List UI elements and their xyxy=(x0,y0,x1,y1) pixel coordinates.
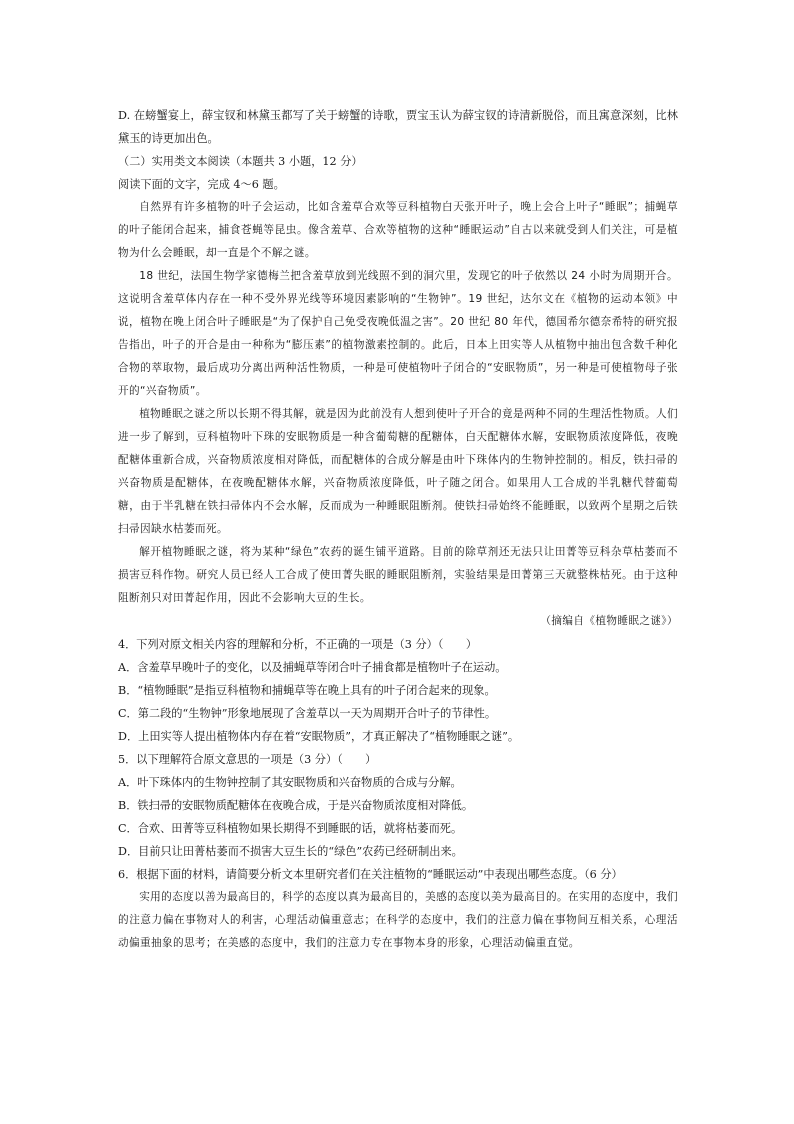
passage-paragraph-1: 自然界有许多植物的叶子会运动，比如含羞草合欢等豆科植物白天张开叶子，晚上会合上叶子“睡眠”；捕蝇草的叶子能闭合起来，捕食苍蝇等昆虫。像含羞草、合欢等植物的这种“睡眠运动”自古以来就受到人们关注，可是植物为什么会睡眠，却一直是个不解之谜。 xyxy=(118,201,678,259)
previous-option-d: D. 在螃蟹宴上，薛宝钗和林黛玉都写了关于螃蟹的诗歌，贾宝玉认为薛宝钗的诗清新脱俗，而且寓意深刻，比林黛玉的诗更加出色。 xyxy=(118,109,678,145)
question-6-material: 实用的态度以善为最高目的，科学的态度以真为最高目的，美感的态度以美为最高目的。在实用的态度中，我们的注意力偏在事物对人的利害，心理活动偏重意志；在科学的态度中，我们的注意力偏在事物间互相关系，心理活动偏重抽象的思考；在美感的态度中，我们的注意力专在事物本身的形象，心理活动偏重直觉。 xyxy=(118,891,678,949)
passage-paragraph-2: 18 世纪，法国生物学家德梅兰把含羞草放到光线照不到的洞穴里，发现它的叶子依然以 24 小时为周期开合。这说明含羞草体内存在一种不受外界光线等环境因素影响的“生物钟”。19 世纪，达尔文在《植物的运动本领》中说，植物在晚上闭合叶子睡眠是“为了保护自己免受夜晚低温之害”。20 世纪 80 年代，德国希尔德奈希特的研究报告指出，叶子的开合是由一种称为“膨压素”的植物激素控制的。此后，日本上田实等人从植物中抽出包含数千种化合物的萃取物，最后成功分离出两种活性物质，一种是可使植物叶子闭合的“安眠物质”，另一种是可使植物母子张开的“兴奋物质”。 xyxy=(118,270,678,397)
question-4-option-a: A．含羞草早晚叶子的变化，以及捕蝇草等闭合叶子捕食都是植物叶子在运动。 xyxy=(118,661,507,674)
question-5-option-b: B．铁扫帚的安眠物质配糖体在夜晚合成，于是兴奋物质浓度相对降低。 xyxy=(118,799,474,812)
question-5-option-d: D．目前只让田菁枯萎而不损害大豆生长的“绿色”农药已经研制出来。 xyxy=(118,845,463,858)
passage-paragraph-4: 解开植物睡眠之谜，将为某种“绿色”农药的诞生铺平道路。目前的除草剂还无法只让田菁等豆科杂草枯萎而不损害豆科作物。研究人员已经人工合成了使田菁失眠的睡眠阻断剂，实验结果是田菁第三天就整株枯死。由于这种阻断剂只对田菁起作用，因此不会影响大豆的生长。 xyxy=(118,546,678,604)
question-5-option-a: A．叶下珠体内的生物钟控制了其安眠物质和兴奋物质的合成与分解。 xyxy=(118,776,462,789)
question-5-stem: 5．以下理解符合原文意思的一项是（3 分）（ ） xyxy=(118,753,377,766)
passage-source: （摘编自《植物睡眠之谜》） xyxy=(540,615,678,627)
section-instruction: 阅读下面的文字，完成 4～6 题。 xyxy=(118,178,285,191)
question-4-option-c: C．第二段的“生物钟”形象地展现了含羞草以一天为周期开合叶子的节律性。 xyxy=(118,707,497,720)
section-heading: （二）实用类文本阅读（本题共 3 小题，12 分） xyxy=(118,155,363,168)
question-5-option-c: C．合欢、田菁等豆科植物如果长期得不到睡眠的话，就将枯萎而死。 xyxy=(118,822,463,835)
question-6-stem: 6．根据下面的材料，请简要分析文本里研究者们在关注植物的“睡眠运动”中表现出哪些态度。（6 分） xyxy=(118,868,623,881)
exam-page xyxy=(118,104,678,955)
question-4-stem: 4．下列对原文相关内容的理解和分析，不正确的一项是（3 分）（ ） xyxy=(118,638,478,651)
question-4-option-d: D．上田实等人提出植物体内存在着“安眠物质”，才真正解决了“植物睡眠之谜”。 xyxy=(118,730,520,743)
question-4-option-b: B．“植物睡眠”是指豆科植物和捕蝇草等在晚上具有的叶子闭合起来的现象。 xyxy=(118,684,496,697)
passage-paragraph-3: 植物睡眠之谜之所以长期不得其解，就是因为此前没有人想到使叶子开合的竟是两种不同的生理活性物质。人们进一步了解到，豆科植物叶下珠的安眠物质是一种含葡萄糖的配糖体，白天配糖体水解，安眠物质浓度降低，夜晚配糖体重新合成，兴奋物质浓度相对降低，而配糖体的合成分解是由叶下珠体内的生物钟控制的。相反，铁扫帚的兴奋物质是配糖体，在夜晚配糖体水解，兴奋物质浓度降低，叶子随之闭合。如果用人工合成的半乳糖代替葡萄糖，由于半乳糖在铁扫帚体内不会水解，反而成为一种睡眠阻断剂。使铁扫帚始终不能睡眠，以致两个星期之后铁扫帚因缺水枯萎而死。 xyxy=(118,408,678,535)
